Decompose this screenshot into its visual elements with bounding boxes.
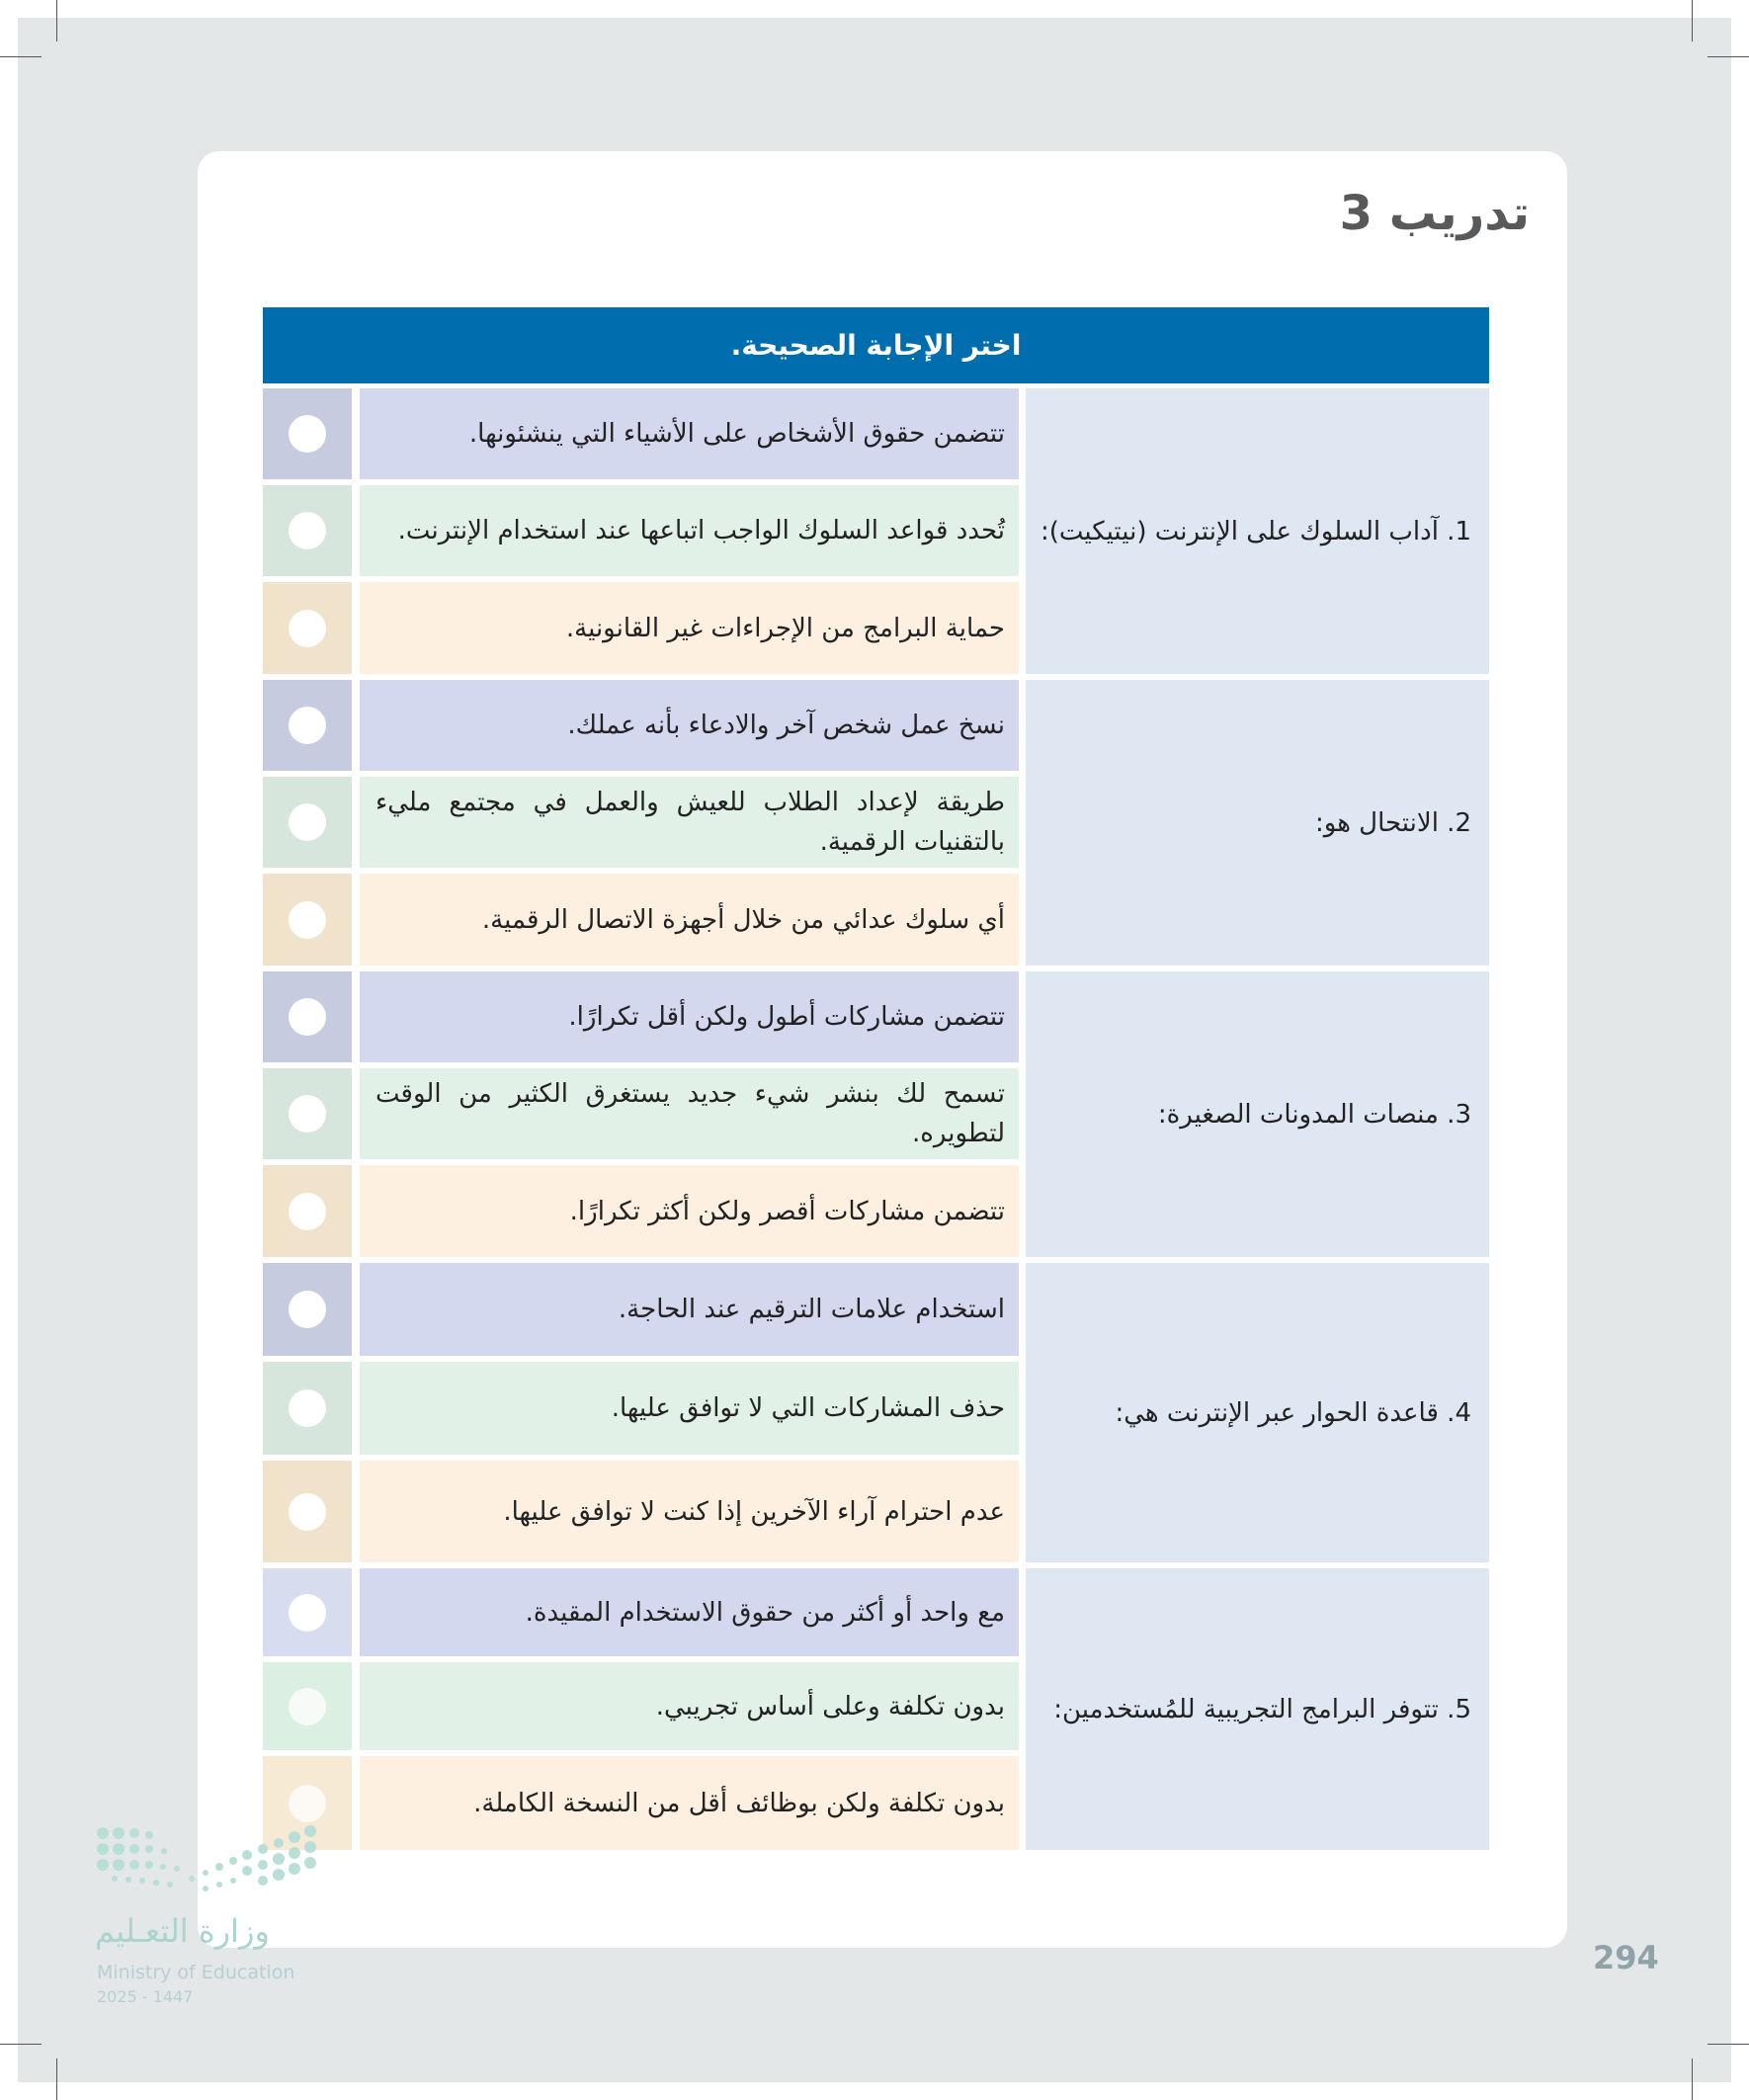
- question-2: [1026, 680, 1489, 966]
- option-text: تتضمن مشاركات أطول ولكن أقل تكرارًا.: [568, 1002, 1005, 1032]
- question-text: 5. تتوفر البرامج التجريبية للمُستخدمين:: [1053, 1694, 1471, 1724]
- question-4-option-2-radio-cell: [263, 1362, 352, 1455]
- question-text: 2. الانتحال هو:: [1315, 807, 1471, 838]
- question-text: 1. آداب السلوك على الإنترنت (نيتيكيت):: [1040, 516, 1471, 546]
- question-1-option-1-radio-cell: [263, 388, 352, 479]
- radio-button[interactable]: [289, 1389, 326, 1427]
- radio-button[interactable]: [289, 1688, 326, 1725]
- radio-button[interactable]: [289, 1095, 326, 1133]
- question-1-option-3-radio-cell: [263, 582, 352, 674]
- question-3: [1026, 971, 1489, 1257]
- crop-mark: [1692, 2058, 1693, 2100]
- option-text: بدون تكلفة وعلى أساس تجريبي.: [655, 1691, 1005, 1722]
- instruction-header: [263, 307, 1489, 383]
- question-3-option-3-radio-cell: [263, 1165, 352, 1257]
- option-text: تتضمن حقوق الأشخاص على الأشياء التي ينشئونها.: [468, 419, 1005, 449]
- crop-mark: [1707, 2044, 1749, 2045]
- question-3-option-2-radio-cell: [263, 1068, 352, 1159]
- radio-button[interactable]: [289, 901, 326, 939]
- radio-button[interactable]: [289, 803, 326, 841]
- question-3-option-2[interactable]: [360, 1068, 1019, 1159]
- radio-button[interactable]: [289, 512, 326, 549]
- option-text: تُحدد قواعد السلوك الواجب اتباعها عند استخدام الإنترنت.: [397, 516, 1005, 546]
- option-text: نسخ عمل شخص آخر والادعاء بأنه عملك.: [567, 711, 1005, 740]
- question-2-option-2-radio-cell: [263, 777, 352, 868]
- question-1: [1026, 388, 1489, 674]
- radio-button[interactable]: [289, 998, 326, 1036]
- page-title: تدريب 3: [1339, 186, 1530, 241]
- crop-mark: [1692, 0, 1693, 42]
- question-1-option-1[interactable]: [360, 388, 1019, 479]
- radio-button[interactable]: [289, 707, 326, 744]
- option-text: طريقة لإعداد الطلاب للعيش والعمل في مجتمع مليء بالتقنيات الرقمية.: [375, 788, 1005, 857]
- option-text: استخدام علامات الترقيم عند الحاجة.: [618, 1295, 1005, 1324]
- option-text: تسمح لك بنشر شيء جديد يستغرق الكثير من الوقت لتطويره.: [375, 1079, 1005, 1148]
- option-text: عدم احترام آراء الآخرين إذا كنت لا توافق عليها.: [503, 1496, 1005, 1527]
- question-4-option-1-radio-cell: [263, 1263, 352, 1356]
- option-text: حماية البرامج من الإجراءات غير القانونية.: [565, 613, 1005, 643]
- crop-mark: [0, 56, 42, 57]
- radio-button[interactable]: [289, 1291, 326, 1328]
- crop-mark: [56, 2058, 57, 2100]
- radio-button[interactable]: [289, 1594, 326, 1632]
- question-5: [1026, 1568, 1489, 1850]
- question-text: 3. منصات المدونات الصغيرة:: [1157, 1099, 1471, 1130]
- question-5-option-1-radio-cell: [263, 1568, 352, 1656]
- radio-button[interactable]: [289, 610, 326, 647]
- ministry-year: 2025 - 1447: [97, 1987, 194, 2006]
- option-text: بدون تكلفة ولكن بوظائف أقل من النسخة الكاملة.: [473, 1788, 1005, 1818]
- ministry-english-name: Ministry of Education: [97, 1962, 295, 1983]
- question-5-option-2[interactable]: [360, 1662, 1019, 1750]
- question-text: 4. قاعدة الحوار عبر الإنترنت هي:: [1115, 1397, 1471, 1428]
- radio-button[interactable]: [289, 1493, 326, 1531]
- question-2-option-1-radio-cell: [263, 680, 352, 771]
- question-1-option-3[interactable]: [360, 582, 1019, 674]
- page-number: 294: [1593, 1939, 1659, 1976]
- option-text: مع واحد أو أكثر من حقوق الاستخدام المقيدة.: [525, 1597, 1005, 1628]
- question-3-option-3[interactable]: [360, 1165, 1019, 1257]
- question-4-option-1[interactable]: [360, 1263, 1019, 1356]
- question-4: [1026, 1263, 1489, 1562]
- radio-button[interactable]: [289, 415, 326, 453]
- question-2-option-3[interactable]: [360, 874, 1019, 966]
- crop-mark: [56, 0, 57, 42]
- question-3-option-1-radio-cell: [263, 971, 352, 1062]
- question-5-option-3[interactable]: [360, 1756, 1019, 1850]
- option-text: حذف المشاركات التي لا توافق عليها.: [611, 1393, 1005, 1423]
- question-4-option-3[interactable]: [360, 1461, 1019, 1562]
- question-2-option-3-radio-cell: [263, 874, 352, 966]
- instruction-text: اختر الإجابة الصحيحة.: [730, 329, 1022, 362]
- question-2-option-1[interactable]: [360, 680, 1019, 771]
- question-3-option-1[interactable]: [360, 971, 1019, 1062]
- question-2-option-2[interactable]: [360, 777, 1019, 868]
- question-5-option-2-radio-cell: [263, 1662, 352, 1750]
- question-5-option-1[interactable]: [360, 1568, 1019, 1656]
- radio-button[interactable]: [289, 1785, 326, 1822]
- question-4-option-2[interactable]: [360, 1362, 1019, 1455]
- option-text: تتضمن مشاركات أقصر ولكن أكثر تكرارًا.: [569, 1196, 1005, 1226]
- question-1-option-2[interactable]: [360, 485, 1019, 576]
- crop-mark: [0, 2044, 42, 2045]
- ministry-arabic-name: وزارة التعـليم: [95, 1912, 270, 1950]
- crop-mark: [1707, 56, 1749, 57]
- question-4-option-3-radio-cell: [263, 1461, 352, 1562]
- question-1-option-2-radio-cell: [263, 485, 352, 576]
- option-text: أي سلوك عدائي من خلال أجهزة الاتصال الرقمية.: [481, 904, 1005, 935]
- radio-button[interactable]: [289, 1193, 326, 1230]
